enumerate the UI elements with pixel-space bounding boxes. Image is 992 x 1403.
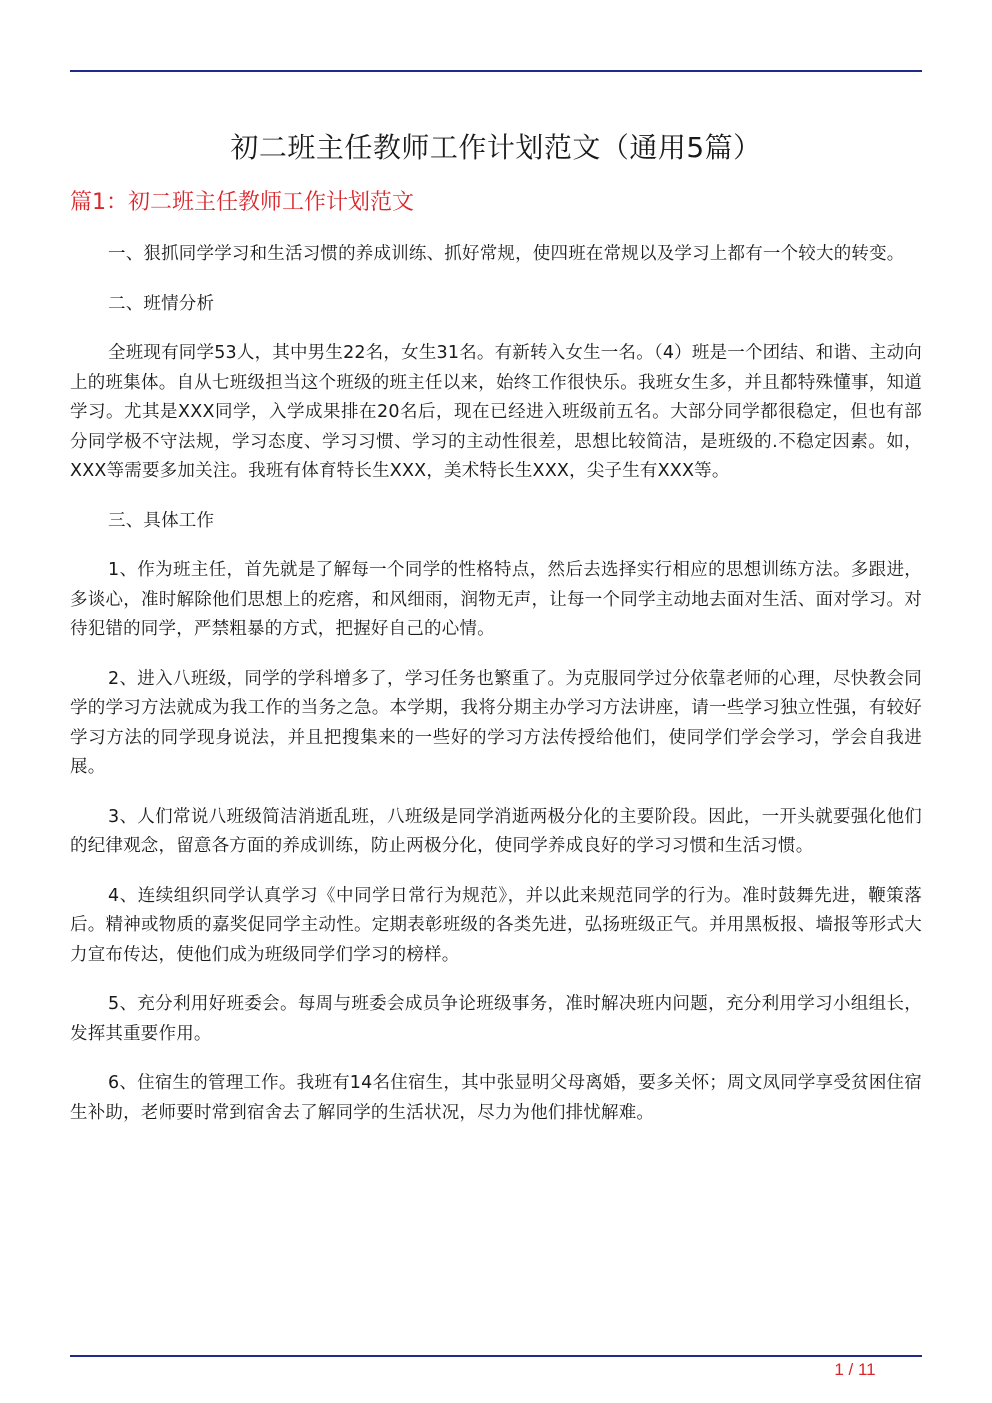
paragraph: 5、充分利用好班委会。每周与班委会成员争论班级事务，准时解决班内问题，充分利用学习小组组长，发挥其重要作用。: [70, 994, 922, 1044]
paragraph: 一、狠抓同学学习和生活习惯的养成训练、抓好常规，使四班在常规以及学习上都有一个较大的转变。: [108, 244, 905, 264]
paragraph: 1、作为班主任，首先就是了解每一个同学的性格特点，然后去选择实行相应的思想训练方法。多跟进，多谈心，准时解除他们思想上的疙瘩，和风细雨，润物无声，让每一个同学主动地去面对生活、面对学习。对待犯错的同学，严禁粗暴的方式，把握好自己的心情。: [70, 560, 922, 639]
paragraph: 6、住宿生的管理工作。我班有14名住宿生，其中张显明父母离婚，要多关怀；周文凤同学享受贫困住宿生补助，老师要时常到宿舍去了解同学的生活状况，尽力为他们排忧解难。: [70, 1073, 922, 1123]
document-body: [70, 240, 922, 1148]
document-title: 初二班主任教师工作计划范文（通用5篇）: [230, 131, 762, 164]
page-number: 1 / 11: [834, 1360, 876, 1379]
header-rule: [70, 70, 922, 72]
footer-rule: [70, 1355, 922, 1357]
paragraph: 2、进入八班级，同学的学科增多了，学习任务也繁重了。为克服同学过分依靠老师的心理，尽快教会同学的学习方法就成为我工作的当务之急。本学期，我将分期主办学习方法讲座，请一些学习独立性强，有较好学习方法的同学现身说法，并且把搜集来的一些好的学习方法传授给他们，使同学们学会学习，学会自我进展。: [70, 668, 922, 777]
paragraph: 全班现有同学53人，其中男生22名，女生31名。有新转入女生一名。（4）班是一个团结、和谐、主动向上的班集体。自从七班级担当这个班级的班主任以来，始终工作很快乐。我班女生多，并且都特殊懂事，知道学习。尤其是XXX同学，入学成果排在20名后，现在已经进入班级前五名。大部分同学都很稳定，但也有部分同学极不守法规，学习态度、学习习惯、学习的主动性很差，思想比较简洁，是班级的.不稳定因素。如，XXX等需要多加关注。我班有体育特长生XXX，美术特长生XXX，尖子生有XXX等。: [70, 343, 922, 481]
paragraph: 二、班情分析: [108, 293, 215, 314]
paragraph: 3、人们常说八班级简洁消逝乱班，八班级是同学消逝两极分化的主要阶段。因此，一开头就要强化他们的纪律观念，留意各方面的养成训练，防止两极分化，使同学养成良好的学习习惯和生活习惯。: [70, 806, 922, 856]
paragraph: 4、连续组织同学认真学习《中同学日常行为规范》，并以此来规范同学的行为。准时鼓舞先进，鞭策落后。精神或物质的嘉奖促同学主动性。定期表彰班级的各类先进，弘扬班级正气。并用黑板报、墙报等形式大力宣布传达，使他们成为班级同学们学习的榜样。: [70, 885, 922, 965]
section-heading: 篇1：初二班主任教师工作计划范文: [70, 190, 414, 215]
paragraph: 三、具体工作: [108, 510, 215, 531]
